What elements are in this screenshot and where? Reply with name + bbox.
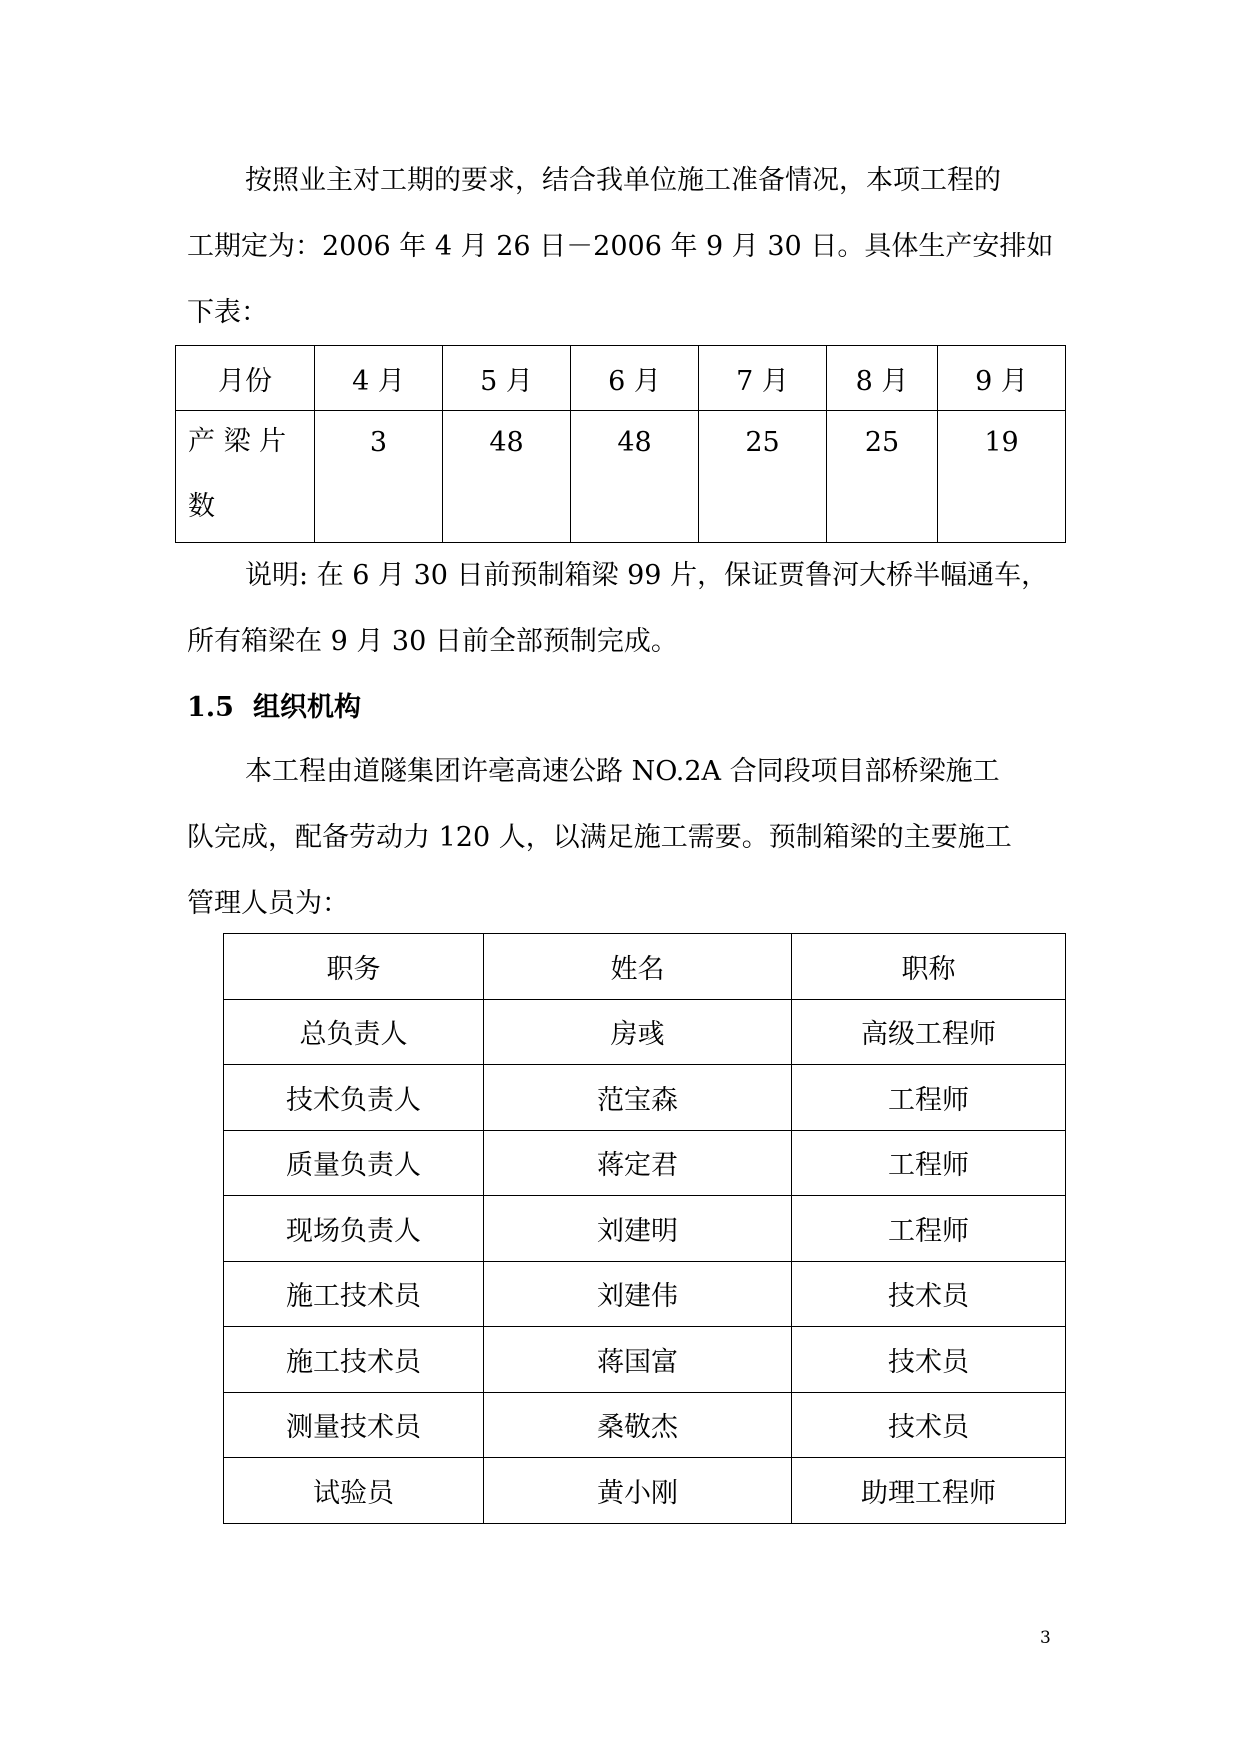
staff-position: 质量负责人 bbox=[224, 1130, 484, 1196]
schedule-count: 3 bbox=[315, 411, 443, 543]
staff-row bbox=[224, 1392, 1066, 1458]
schedule-count: 48 bbox=[571, 411, 699, 543]
staff-row bbox=[224, 1327, 1066, 1393]
staff-row bbox=[224, 999, 1066, 1065]
org-text-line-2: 队完成，配备劳动力 120 人，以满足施工需要。预制箱梁的主要施工 bbox=[187, 822, 1012, 853]
intro-line-2: 工期定为：2006 年 4 月 26 日－2006 年 9 月 30 日。具体生产安排如 bbox=[187, 231, 1054, 262]
staff-header-position: 职务 bbox=[224, 934, 484, 1000]
intro-line-1: 按照业主对工期的要求，结合我单位施工准备情况，本项工程的 bbox=[245, 165, 1001, 196]
staff-name: 房彧 bbox=[484, 999, 792, 1065]
schedule-month: 6 月 bbox=[571, 346, 699, 411]
staff-row bbox=[224, 1065, 1066, 1131]
note-line-1: 说明: 在 6 月 30 日前预制箱梁 99 片，保证贾鲁河大桥半幅通车， bbox=[245, 560, 1049, 591]
staff-position: 现场负责人 bbox=[224, 1196, 484, 1262]
schedule-row-label-line2: 数 bbox=[188, 491, 215, 522]
section-heading bbox=[187, 693, 361, 723]
staff-name: 范宝森 bbox=[484, 1065, 792, 1131]
staff-row bbox=[224, 1458, 1066, 1524]
org-text-line-1: 本工程由道隧集团许亳高速公路 NO.2A 合同段项目部桥梁施工 bbox=[245, 756, 1000, 787]
staff-title: 高级工程师 bbox=[792, 999, 1066, 1065]
production-schedule-table bbox=[175, 345, 1066, 543]
staff-title: 工程师 bbox=[792, 1130, 1066, 1196]
staff-header-title: 职称 bbox=[792, 934, 1066, 1000]
schedule-count: 25 bbox=[699, 411, 827, 543]
staff-name: 黄小刚 bbox=[484, 1458, 792, 1524]
staff-header-name: 姓名 bbox=[484, 934, 792, 1000]
schedule-row-label-line1: 产 梁 片 bbox=[188, 426, 287, 457]
note-line-2: 所有箱梁在 9 月 30 日前全部预制完成。 bbox=[187, 626, 678, 657]
staff-header-row bbox=[224, 934, 1066, 1000]
staff-row bbox=[224, 1130, 1066, 1196]
org-text-line-3: 管理人员为： bbox=[187, 888, 349, 919]
staff-position: 测量技术员 bbox=[224, 1392, 484, 1458]
page-number: 3 bbox=[1040, 1628, 1051, 1648]
staff-name: 桑敬杰 bbox=[484, 1392, 792, 1458]
staff-position: 施工技术员 bbox=[224, 1261, 484, 1327]
schedule-count: 25 bbox=[827, 411, 938, 543]
staff-name: 蒋国富 bbox=[484, 1327, 792, 1393]
schedule-month: 4 月 bbox=[315, 346, 443, 411]
schedule-month: 7 月 bbox=[699, 346, 827, 411]
staff-position: 技术负责人 bbox=[224, 1065, 484, 1131]
staff-name: 刘建伟 bbox=[484, 1261, 792, 1327]
staff-title: 技术员 bbox=[792, 1327, 1066, 1393]
staff-row bbox=[224, 1196, 1066, 1262]
schedule-month: 5 月 bbox=[443, 346, 571, 411]
schedule-header-label: 月份 bbox=[176, 346, 315, 411]
staff-title: 工程师 bbox=[792, 1065, 1066, 1131]
schedule-count: 19 bbox=[938, 411, 1066, 543]
schedule-header-row bbox=[176, 346, 1066, 411]
staff-title: 技术员 bbox=[792, 1261, 1066, 1327]
staff-title: 工程师 bbox=[792, 1196, 1066, 1262]
schedule-month: 9 月 bbox=[938, 346, 1066, 411]
staff-name: 蒋定君 bbox=[484, 1130, 792, 1196]
staff-title: 技术员 bbox=[792, 1392, 1066, 1458]
staff-row bbox=[224, 1261, 1066, 1327]
staff-position: 试验员 bbox=[224, 1458, 484, 1524]
staff-name: 刘建明 bbox=[484, 1196, 792, 1262]
schedule-count: 48 bbox=[443, 411, 571, 543]
schedule-count-row bbox=[176, 411, 1066, 543]
staff-table bbox=[223, 933, 1066, 1524]
section-number: 1.5 bbox=[187, 692, 234, 723]
staff-title: 助理工程师 bbox=[792, 1458, 1066, 1524]
staff-position: 施工技术员 bbox=[224, 1327, 484, 1393]
section-title: 组织机构 bbox=[253, 692, 361, 723]
staff-position: 总负责人 bbox=[224, 999, 484, 1065]
schedule-row-label bbox=[176, 411, 315, 543]
intro-line-3: 下表： bbox=[187, 297, 268, 328]
schedule-month: 8 月 bbox=[827, 346, 938, 411]
